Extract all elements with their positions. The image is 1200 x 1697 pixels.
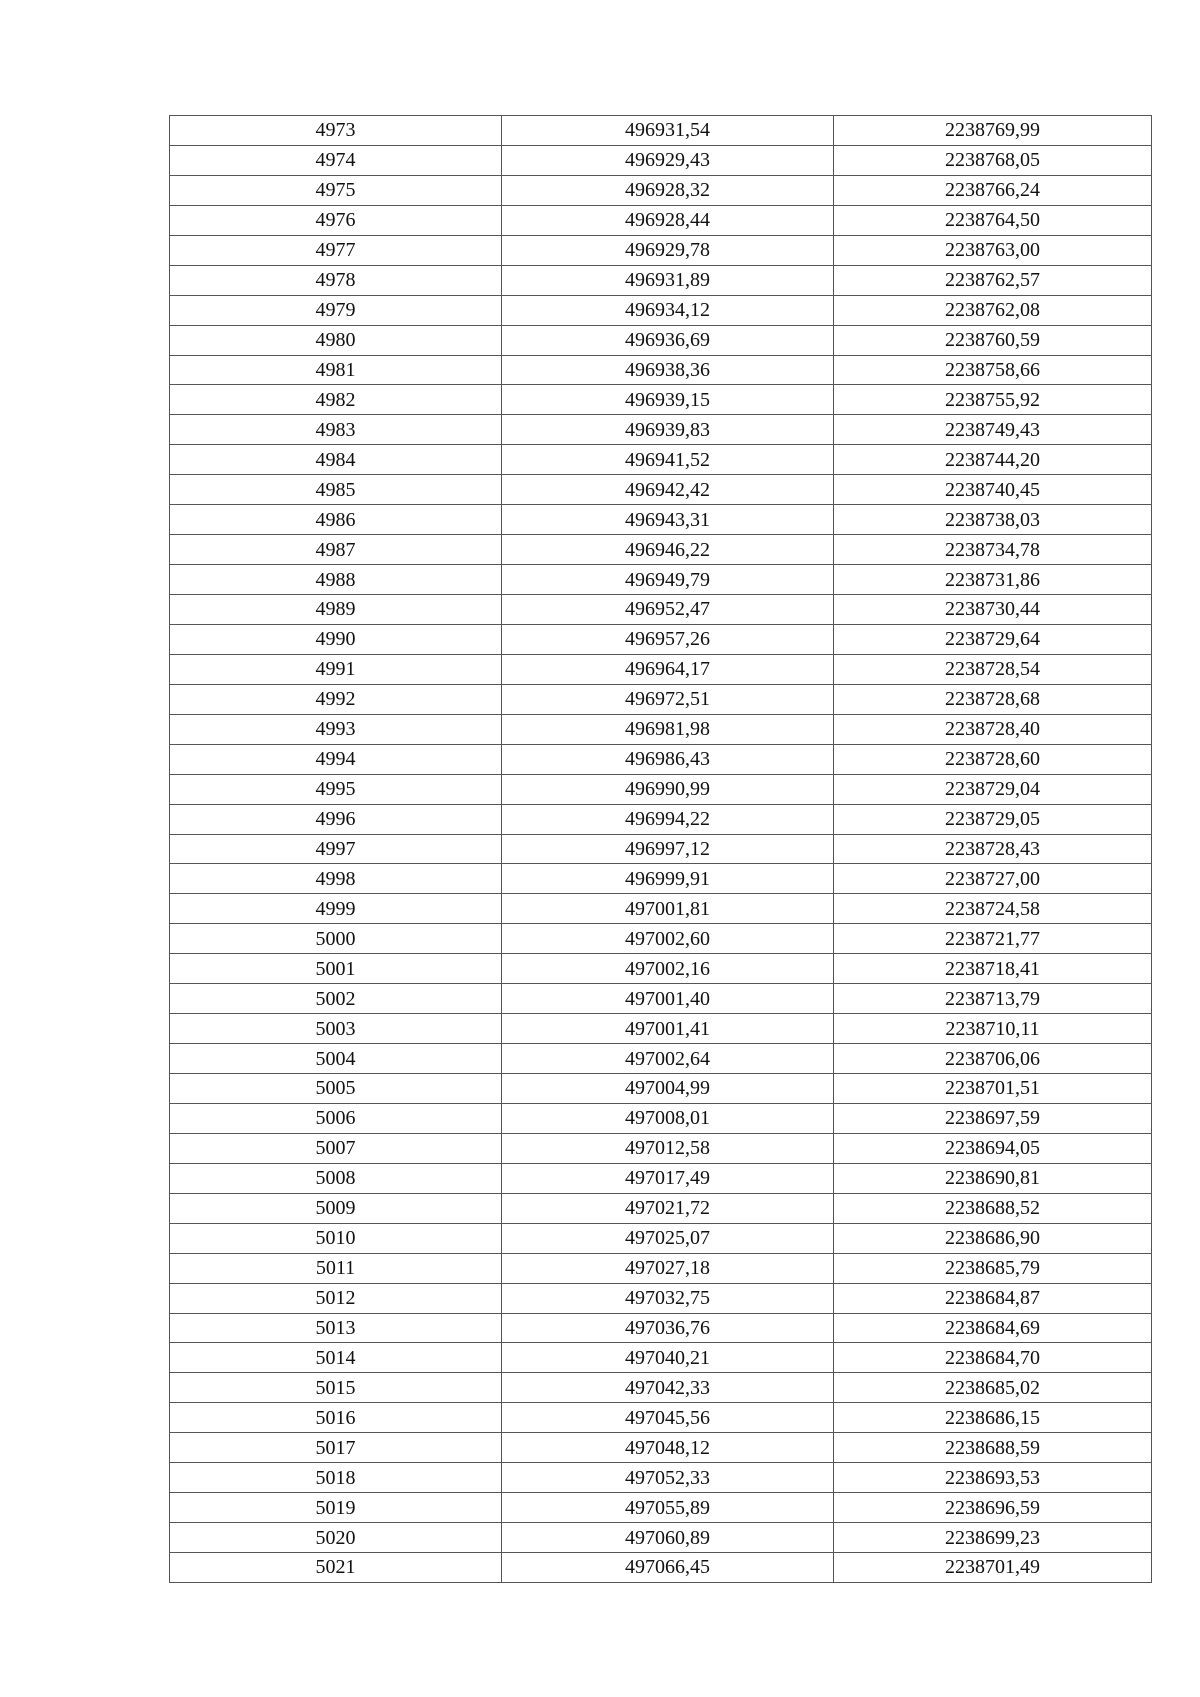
x-coordinate-cell: 497025,07 bbox=[502, 1223, 834, 1253]
x-coordinate-cell: 496943,31 bbox=[502, 505, 834, 535]
x-coordinate-cell: 497001,40 bbox=[502, 984, 834, 1014]
point-number-cell: 5012 bbox=[170, 1283, 502, 1313]
x-coordinate-cell: 497032,75 bbox=[502, 1283, 834, 1313]
point-number-cell: 5020 bbox=[170, 1523, 502, 1553]
point-number-cell: 5018 bbox=[170, 1463, 502, 1493]
x-coordinate-cell: 497017,49 bbox=[502, 1163, 834, 1193]
y-coordinate-cell: 2238688,59 bbox=[834, 1433, 1152, 1463]
point-number-cell: 5021 bbox=[170, 1553, 502, 1583]
table-row bbox=[170, 804, 1152, 834]
y-coordinate-cell: 2238762,08 bbox=[834, 295, 1152, 325]
table-row bbox=[170, 684, 1152, 714]
table-row bbox=[170, 714, 1152, 744]
x-coordinate-cell: 496931,89 bbox=[502, 265, 834, 295]
point-number-cell: 5007 bbox=[170, 1133, 502, 1163]
y-coordinate-cell: 2238686,15 bbox=[834, 1403, 1152, 1433]
point-number-cell: 4997 bbox=[170, 834, 502, 864]
y-coordinate-cell: 2238701,51 bbox=[834, 1074, 1152, 1104]
y-coordinate-cell: 2238728,54 bbox=[834, 654, 1152, 684]
x-coordinate-cell: 497001,81 bbox=[502, 894, 834, 924]
table-row bbox=[170, 654, 1152, 684]
y-coordinate-cell: 2238769,99 bbox=[834, 116, 1152, 146]
x-coordinate-cell: 496929,78 bbox=[502, 235, 834, 265]
y-coordinate-cell: 2238738,03 bbox=[834, 505, 1152, 535]
point-number-cell: 4990 bbox=[170, 624, 502, 654]
y-coordinate-cell: 2238729,04 bbox=[834, 774, 1152, 804]
y-coordinate-cell: 2238694,05 bbox=[834, 1133, 1152, 1163]
point-number-cell: 5000 bbox=[170, 924, 502, 954]
point-number-cell: 4993 bbox=[170, 714, 502, 744]
point-number-cell: 4982 bbox=[170, 385, 502, 415]
x-coordinate-cell: 496934,12 bbox=[502, 295, 834, 325]
y-coordinate-cell: 2238684,69 bbox=[834, 1313, 1152, 1343]
point-number-cell: 4986 bbox=[170, 505, 502, 535]
table-row bbox=[170, 235, 1152, 265]
table-row bbox=[170, 1493, 1152, 1523]
table-row bbox=[170, 1014, 1152, 1044]
table-row bbox=[170, 116, 1152, 146]
x-coordinate-cell: 497060,89 bbox=[502, 1523, 834, 1553]
table-row bbox=[170, 1523, 1152, 1553]
table-row bbox=[170, 984, 1152, 1014]
table-row bbox=[170, 445, 1152, 475]
table-row bbox=[170, 1044, 1152, 1074]
y-coordinate-cell: 2238766,24 bbox=[834, 175, 1152, 205]
x-coordinate-cell: 496946,22 bbox=[502, 535, 834, 565]
y-coordinate-cell: 2238763,00 bbox=[834, 235, 1152, 265]
x-coordinate-cell: 497045,56 bbox=[502, 1403, 834, 1433]
point-number-cell: 4974 bbox=[170, 145, 502, 175]
y-coordinate-cell: 2238729,05 bbox=[834, 804, 1152, 834]
point-number-cell: 5006 bbox=[170, 1103, 502, 1133]
table-row bbox=[170, 265, 1152, 295]
point-number-cell: 4985 bbox=[170, 475, 502, 505]
table-row bbox=[170, 595, 1152, 625]
x-coordinate-cell: 497004,99 bbox=[502, 1074, 834, 1104]
point-number-cell: 4976 bbox=[170, 205, 502, 235]
table-row bbox=[170, 774, 1152, 804]
point-number-cell: 4980 bbox=[170, 325, 502, 355]
y-coordinate-cell: 2238728,43 bbox=[834, 834, 1152, 864]
y-coordinate-cell: 2238701,49 bbox=[834, 1553, 1152, 1583]
y-coordinate-cell: 2238684,87 bbox=[834, 1283, 1152, 1313]
point-number-cell: 4975 bbox=[170, 175, 502, 205]
table-row bbox=[170, 1403, 1152, 1433]
point-number-cell: 5001 bbox=[170, 954, 502, 984]
x-coordinate-cell: 496929,43 bbox=[502, 145, 834, 175]
table-row bbox=[170, 894, 1152, 924]
table-row bbox=[170, 505, 1152, 535]
point-number-cell: 4987 bbox=[170, 535, 502, 565]
x-coordinate-cell: 497048,12 bbox=[502, 1433, 834, 1463]
table-row bbox=[170, 385, 1152, 415]
table-row bbox=[170, 744, 1152, 774]
table-row bbox=[170, 1463, 1152, 1493]
y-coordinate-cell: 2238764,50 bbox=[834, 205, 1152, 235]
table-row bbox=[170, 175, 1152, 205]
table-row bbox=[170, 1283, 1152, 1313]
point-number-cell: 4973 bbox=[170, 116, 502, 146]
point-number-cell: 4994 bbox=[170, 744, 502, 774]
coordinates-table-body bbox=[170, 116, 1152, 1583]
y-coordinate-cell: 2238690,81 bbox=[834, 1163, 1152, 1193]
table-row bbox=[170, 834, 1152, 864]
x-coordinate-cell: 497021,72 bbox=[502, 1193, 834, 1223]
y-coordinate-cell: 2238749,43 bbox=[834, 415, 1152, 445]
y-coordinate-cell: 2238685,02 bbox=[834, 1373, 1152, 1403]
table-row bbox=[170, 924, 1152, 954]
point-number-cell: 5010 bbox=[170, 1223, 502, 1253]
y-coordinate-cell: 2238696,59 bbox=[834, 1493, 1152, 1523]
y-coordinate-cell: 2238762,57 bbox=[834, 265, 1152, 295]
x-coordinate-cell: 496990,99 bbox=[502, 774, 834, 804]
x-coordinate-cell: 496997,12 bbox=[502, 834, 834, 864]
table-row bbox=[170, 1103, 1152, 1133]
table-row bbox=[170, 954, 1152, 984]
y-coordinate-cell: 2238728,40 bbox=[834, 714, 1152, 744]
y-coordinate-cell: 2238686,90 bbox=[834, 1223, 1152, 1253]
x-coordinate-cell: 496952,47 bbox=[502, 595, 834, 625]
point-number-cell: 5009 bbox=[170, 1193, 502, 1223]
x-coordinate-cell: 497001,41 bbox=[502, 1014, 834, 1044]
point-number-cell: 5015 bbox=[170, 1373, 502, 1403]
x-coordinate-cell: 497002,16 bbox=[502, 954, 834, 984]
table-row bbox=[170, 1343, 1152, 1373]
table-row bbox=[170, 325, 1152, 355]
x-coordinate-cell: 496957,26 bbox=[502, 624, 834, 654]
table-row bbox=[170, 1223, 1152, 1253]
coordinates-table bbox=[169, 115, 1152, 1583]
table-row bbox=[170, 1553, 1152, 1583]
x-coordinate-cell: 496972,51 bbox=[502, 684, 834, 714]
x-coordinate-cell: 496939,15 bbox=[502, 385, 834, 415]
x-coordinate-cell: 497027,18 bbox=[502, 1253, 834, 1283]
point-number-cell: 5003 bbox=[170, 1014, 502, 1044]
point-number-cell: 5019 bbox=[170, 1493, 502, 1523]
x-coordinate-cell: 496994,22 bbox=[502, 804, 834, 834]
x-coordinate-cell: 496931,54 bbox=[502, 116, 834, 146]
point-number-cell: 4984 bbox=[170, 445, 502, 475]
y-coordinate-cell: 2238731,86 bbox=[834, 565, 1152, 595]
table-row bbox=[170, 565, 1152, 595]
y-coordinate-cell: 2238755,92 bbox=[834, 385, 1152, 415]
x-coordinate-cell: 496928,32 bbox=[502, 175, 834, 205]
x-coordinate-cell: 496942,42 bbox=[502, 475, 834, 505]
x-coordinate-cell: 496938,36 bbox=[502, 355, 834, 385]
point-number-cell: 5005 bbox=[170, 1074, 502, 1104]
table-row bbox=[170, 205, 1152, 235]
y-coordinate-cell: 2238744,20 bbox=[834, 445, 1152, 475]
point-number-cell: 4992 bbox=[170, 684, 502, 714]
y-coordinate-cell: 2238699,23 bbox=[834, 1523, 1152, 1553]
table-row bbox=[170, 1133, 1152, 1163]
table-row bbox=[170, 1313, 1152, 1343]
x-coordinate-cell: 496986,43 bbox=[502, 744, 834, 774]
x-coordinate-cell: 497002,64 bbox=[502, 1044, 834, 1074]
point-number-cell: 5017 bbox=[170, 1433, 502, 1463]
y-coordinate-cell: 2238760,59 bbox=[834, 325, 1152, 355]
point-number-cell: 4983 bbox=[170, 415, 502, 445]
x-coordinate-cell: 497008,01 bbox=[502, 1103, 834, 1133]
x-coordinate-cell: 496981,98 bbox=[502, 714, 834, 744]
y-coordinate-cell: 2238684,70 bbox=[834, 1343, 1152, 1373]
point-number-cell: 4988 bbox=[170, 565, 502, 595]
point-number-cell: 4996 bbox=[170, 804, 502, 834]
point-number-cell: 4989 bbox=[170, 595, 502, 625]
x-coordinate-cell: 497066,45 bbox=[502, 1553, 834, 1583]
table-row bbox=[170, 295, 1152, 325]
point-number-cell: 5013 bbox=[170, 1313, 502, 1343]
table-row bbox=[170, 864, 1152, 894]
table-row bbox=[170, 1074, 1152, 1104]
table-row bbox=[170, 355, 1152, 385]
point-number-cell: 5008 bbox=[170, 1163, 502, 1193]
x-coordinate-cell: 497012,58 bbox=[502, 1133, 834, 1163]
x-coordinate-cell: 496999,91 bbox=[502, 864, 834, 894]
point-number-cell: 4977 bbox=[170, 235, 502, 265]
x-coordinate-cell: 497002,60 bbox=[502, 924, 834, 954]
point-number-cell: 4979 bbox=[170, 295, 502, 325]
point-number-cell: 4998 bbox=[170, 864, 502, 894]
point-number-cell: 5014 bbox=[170, 1343, 502, 1373]
table-row bbox=[170, 1433, 1152, 1463]
y-coordinate-cell: 2238685,79 bbox=[834, 1253, 1152, 1283]
x-coordinate-cell: 497042,33 bbox=[502, 1373, 834, 1403]
point-number-cell: 4978 bbox=[170, 265, 502, 295]
y-coordinate-cell: 2238713,79 bbox=[834, 984, 1152, 1014]
y-coordinate-cell: 2238734,78 bbox=[834, 535, 1152, 565]
y-coordinate-cell: 2238727,00 bbox=[834, 864, 1152, 894]
y-coordinate-cell: 2238710,11 bbox=[834, 1014, 1152, 1044]
y-coordinate-cell: 2238697,59 bbox=[834, 1103, 1152, 1133]
x-coordinate-cell: 496941,52 bbox=[502, 445, 834, 475]
point-number-cell: 5004 bbox=[170, 1044, 502, 1074]
y-coordinate-cell: 2238729,64 bbox=[834, 624, 1152, 654]
x-coordinate-cell: 496949,79 bbox=[502, 565, 834, 595]
table-row bbox=[170, 475, 1152, 505]
y-coordinate-cell: 2238718,41 bbox=[834, 954, 1152, 984]
table-row bbox=[170, 1163, 1152, 1193]
table-row bbox=[170, 145, 1152, 175]
y-coordinate-cell: 2238728,68 bbox=[834, 684, 1152, 714]
x-coordinate-cell: 497052,33 bbox=[502, 1463, 834, 1493]
point-number-cell: 4999 bbox=[170, 894, 502, 924]
point-number-cell: 5011 bbox=[170, 1253, 502, 1283]
y-coordinate-cell: 2238693,53 bbox=[834, 1463, 1152, 1493]
table-row bbox=[170, 1253, 1152, 1283]
x-coordinate-cell: 496964,17 bbox=[502, 654, 834, 684]
point-number-cell: 4995 bbox=[170, 774, 502, 804]
table-row bbox=[170, 415, 1152, 445]
y-coordinate-cell: 2238721,77 bbox=[834, 924, 1152, 954]
y-coordinate-cell: 2238724,58 bbox=[834, 894, 1152, 924]
point-number-cell: 5002 bbox=[170, 984, 502, 1014]
x-coordinate-cell: 497036,76 bbox=[502, 1313, 834, 1343]
x-coordinate-cell: 497055,89 bbox=[502, 1493, 834, 1523]
x-coordinate-cell: 496936,69 bbox=[502, 325, 834, 355]
y-coordinate-cell: 2238758,66 bbox=[834, 355, 1152, 385]
point-number-cell: 4981 bbox=[170, 355, 502, 385]
x-coordinate-cell: 496939,83 bbox=[502, 415, 834, 445]
y-coordinate-cell: 2238730,44 bbox=[834, 595, 1152, 625]
point-number-cell: 5016 bbox=[170, 1403, 502, 1433]
y-coordinate-cell: 2238768,05 bbox=[834, 145, 1152, 175]
table-row bbox=[170, 535, 1152, 565]
y-coordinate-cell: 2238728,60 bbox=[834, 744, 1152, 774]
y-coordinate-cell: 2238688,52 bbox=[834, 1193, 1152, 1223]
table-row bbox=[170, 624, 1152, 654]
x-coordinate-cell: 497040,21 bbox=[502, 1343, 834, 1373]
point-number-cell: 4991 bbox=[170, 654, 502, 684]
x-coordinate-cell: 496928,44 bbox=[502, 205, 834, 235]
y-coordinate-cell: 2238706,06 bbox=[834, 1044, 1152, 1074]
table-row bbox=[170, 1373, 1152, 1403]
table-row bbox=[170, 1193, 1152, 1223]
y-coordinate-cell: 2238740,45 bbox=[834, 475, 1152, 505]
